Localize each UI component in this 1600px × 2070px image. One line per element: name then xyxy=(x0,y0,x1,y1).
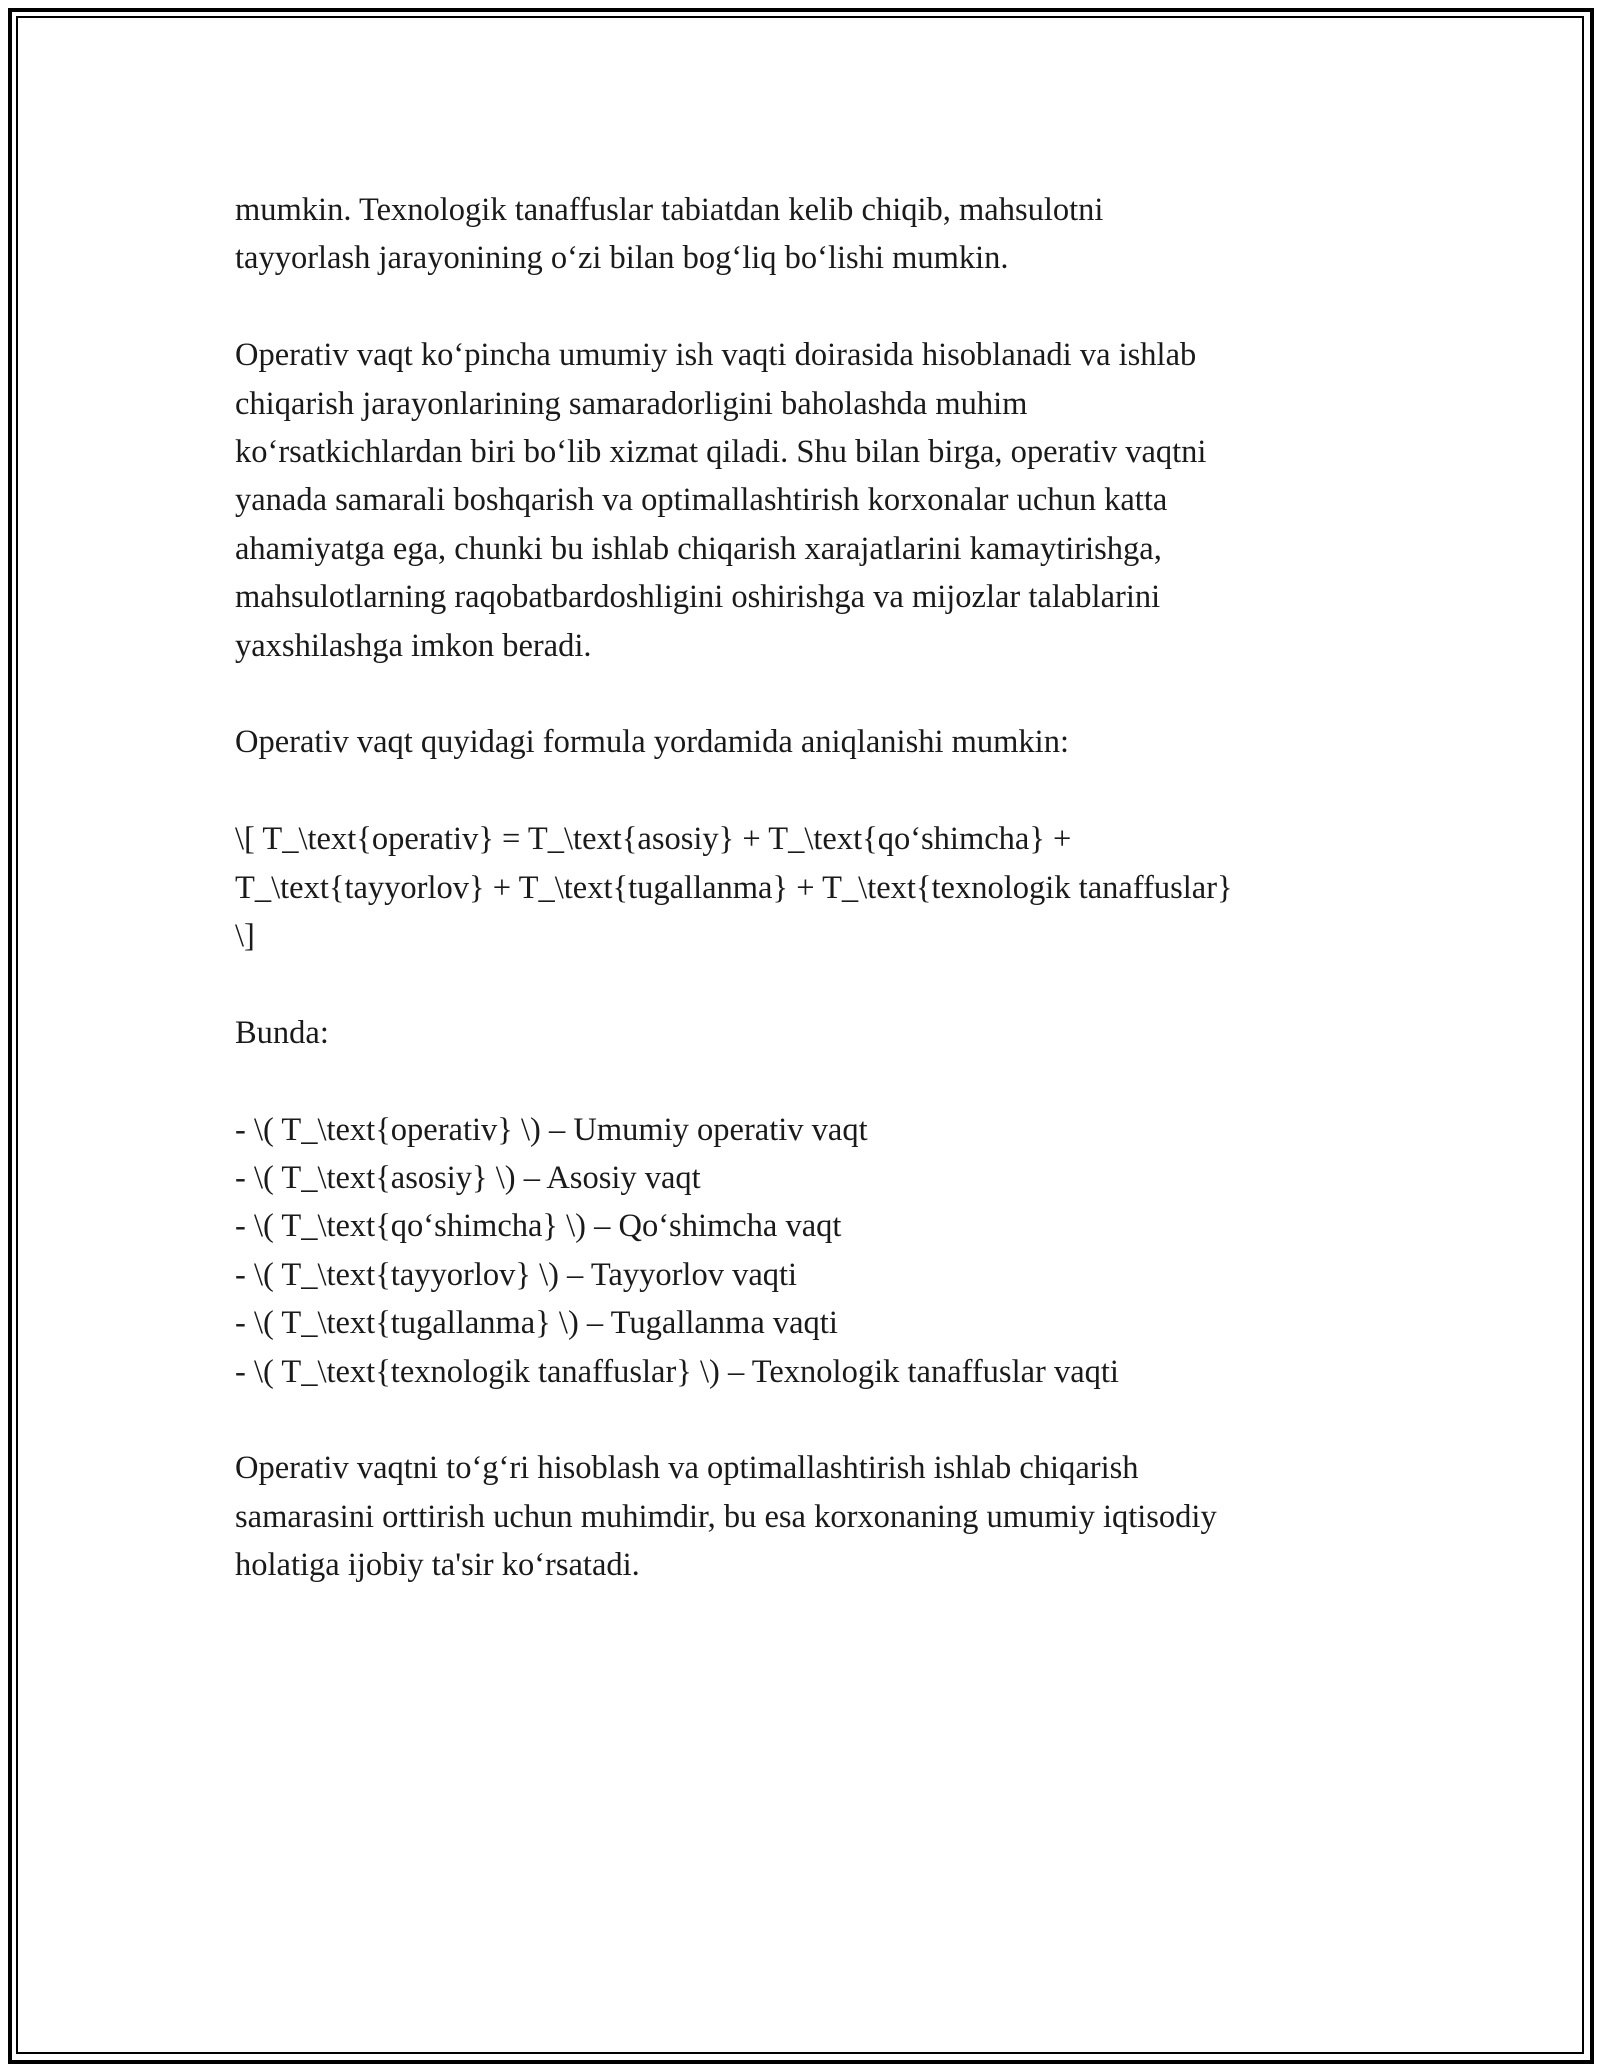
paragraph-operativ-vaqt xyxy=(235,331,1375,670)
text-line: mahsulotlarning raqobatbardoshligini oshirishga va mijozlar talablarini xyxy=(235,579,1161,616)
list-item: - \( T_\text{qoʻshimcha} \) – Qoʻshimcha vaqt xyxy=(235,1208,842,1245)
text-line: koʻrsatkichlardan biri boʻlib xizmat qiladi. Shu bilan birga, operativ vaqtni xyxy=(235,434,1207,471)
formula-line: \] xyxy=(235,918,255,955)
formula-block xyxy=(235,815,1375,960)
text-line: yanada samarali boshqarish va optimallashtirish korxonalar uchun katta xyxy=(235,482,1168,519)
paragraph-formula-intro xyxy=(235,718,1375,766)
text-line: yaxshilashga imkon beradi. xyxy=(235,627,592,664)
text-line: Operativ vaqtni toʻgʻri hisoblash va optimallashtirish ishlab chiqarish xyxy=(235,1450,1139,1487)
formula-line: T_\text{tayyorlov} + T_\text{tugallanma} + T_\text{texnologik tanaffuslar} xyxy=(235,869,1233,906)
list-item: - \( T_\text{asosiy} \) – Asosiy vaqt xyxy=(235,1160,701,1197)
text-line: chiqarish jarayonlarining samaradorligini baholashda muhim xyxy=(235,385,1028,422)
text-line: Operativ vaqt koʻpincha umumiy ish vaqti doirasida hisoblanadi va ishlab xyxy=(235,337,1197,374)
paragraph-intro-continuation xyxy=(235,186,1375,283)
document-body xyxy=(235,186,1375,1638)
text-line: ahamiyatga ega, chunki bu ishlab chiqarish xarajatlarini kamaytirishga, xyxy=(235,530,1162,567)
list-item: - \( T_\text{tayyorlov} \) – Tayyorlov vaqti xyxy=(235,1256,798,1293)
text-line: samarasini orttirish uchun muhimdir, bu esa korxonaning umumiy iqtisodiy xyxy=(235,1498,1217,1535)
list-item: - \( T_\text{texnologik tanaffuslar} \) – Texnologik tanaffuslar vaqti xyxy=(235,1353,1119,1390)
text-line: Operativ vaqt quyidagi formula yordamida aniqlanishi mumkin: xyxy=(235,724,1069,761)
paragraph-conclusion xyxy=(235,1444,1375,1589)
text-line: holatiga ijobiy ta'sir koʻrsatadi. xyxy=(235,1547,640,1584)
definitions-list xyxy=(235,1106,1375,1396)
text-line: tayyorlash jarayonining oʻzi bilan bogʻliq boʻlishi mumkin. xyxy=(235,240,1009,277)
list-item: - \( T_\text{tugallanma} \) – Tugallanma vaqti xyxy=(235,1305,838,1342)
list-item: - \( T_\text{operativ} \) – Umumiy operativ vaqt xyxy=(235,1111,868,1148)
bunda-label: Bunda: xyxy=(235,1014,329,1051)
formula-line: \[ T_\text{operativ} = T_\text{asosiy} + T_\text{qoʻshimcha} + xyxy=(235,821,1072,858)
text-line: mumkin. Texnologik tanaffuslar tabiatdan kelib chiqib, mahsulotni xyxy=(235,192,1104,228)
